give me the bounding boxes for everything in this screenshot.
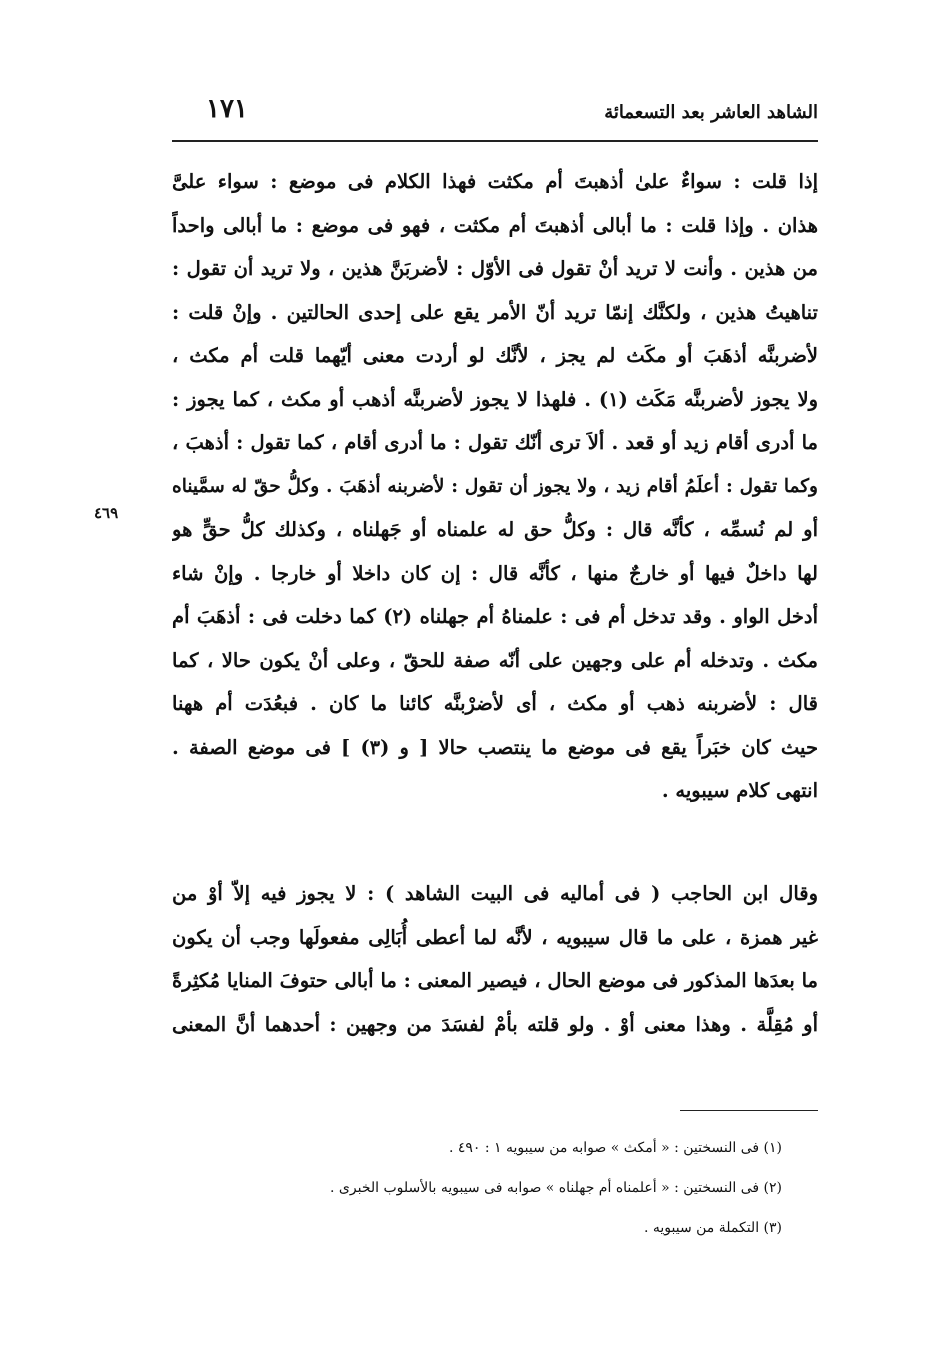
footnotes [172,1128,782,1248]
text-line: انتهى كلام سيبويه . [661,779,818,802]
text-line: وكما تقول : أعلَمُ أقام زيد ، ولا يجوز أن تقول : لأضربنه أذهَبَ . وكلُّ حقّ له سمَّيناه [172,475,818,497]
text-line: قال : لأضربنه ذهب أو مكث ، أى لأضرْبنَّه كائنا ما كان . فبعُدَت أم ههنا [172,692,818,715]
footnote-separator [680,1110,818,1111]
footnote: (٢) فى النسختين : « أعلمناه أم جهلناه » صوابه فى سيبويه بالأسلوب الخبرى . [330,1180,782,1196]
footnote: (٣) التكملة من سيبويه . [643,1220,782,1236]
text-line: لها داخلٌ فيها أو خارجٌ منها ، كأنَّه قال : إن كان داخلا أو خارجا . وإنْ شاء [172,561,818,585]
text-line: وقال ابن الحاجب ( فى أماليه فى البيت الشاهد ) : لا يجوز فيه إلاّ أوْ من [172,882,818,905]
text-line: هذان . وإذا قلت : ما أبالى أذهبتَ أم مكثت ، فهو فى موضع : ما أبالى واحداً [172,213,818,237]
margin-page-reference: ٤٦٩ [94,504,119,522]
text-line: ولا يجوز لأضربنَّه مَكَث (١) . فلهذا لا يجوز لأضربنَّه أذهب أو مكث ، كما يجوز : [172,387,818,411]
text-line: من هذين . وأنت لا تريد أنْ تقول فى الأوّل : لأضربَنَّ هذين ، ولا تريد أن تقول : [172,257,818,280]
text-line: غير همزة ، على ما قال سيبويه ، لأنَّه لما أعطى أُبَالِى مفعولَها وجب أن يكون [172,925,818,949]
text-line: تناهيتُ هذين ، ولكنَّك إنمّا تريد أنّ الأمر يقع على إحدى الحالتين . وإنْ قلت : [172,300,818,324]
paragraph-2 [172,872,818,1046]
text-line: أو لم نُسمِّه ، كأنَّه قال : وكلُّ حق له علمناه أو جَهلناه ، وكذلك كلُّ حقٍّ هو [172,518,818,541]
text-line: لأضربنَّه أذهَبَ أو مكَث لم يجز ، لأنَّك لو أردت معنى أيّهما قلت أم مكث ، [172,344,818,367]
text-line: إذا قلت : سواءٌ علىٰ أذهبتَ أم مكثت فهذا الكلام فى موضع : سواء علىَّ [172,170,818,193]
header-rule [172,140,818,142]
text-line: حيث كان خبَراً يقع فى موضع ما ينتصب حالا [ و (٣) ] فى موضع الصفة . [172,735,818,759]
running-header [172,92,818,132]
running-title: الشاهد العاشر بعد التسعمائة [604,102,818,123]
text-line: ما بعدَها المذكور فى موضع الحال ، فيصير المعنى : ما أبالى حتوفَ المنايا مُكثِرةً [172,969,818,992]
text-line: ما أدرى أقام زيد أو قعد . ألاَ ترى أنّك تقول : ما أدرى أقام ، كما تقول : أذهبَ ، [172,431,818,454]
paragraph-1 [172,160,818,813]
text-line: أدخل الواو . وقد تدخل أم فى : علمناهُ أم جهلناه (٢) كما دخلت فى : أذهَبَ أم [172,605,818,628]
text-line: مكث . وتدخله أم على وجهين على أنّه صفة للحقّ ، وعلى أنْ يكون حالا ، كما [172,648,818,672]
footnote: (١) فى النسختين : « أمكث » صوابه من سيبويه ١ : ٤٩٠ . [448,1140,782,1156]
page-number: ١٧١ [206,94,248,124]
text-line: أو مُقِلَّة . وهذا معنى أوْ . ولو قلته بأمْ لفسَدَ من وجهين : أحدهما أنَّ المعنى [172,1012,818,1036]
